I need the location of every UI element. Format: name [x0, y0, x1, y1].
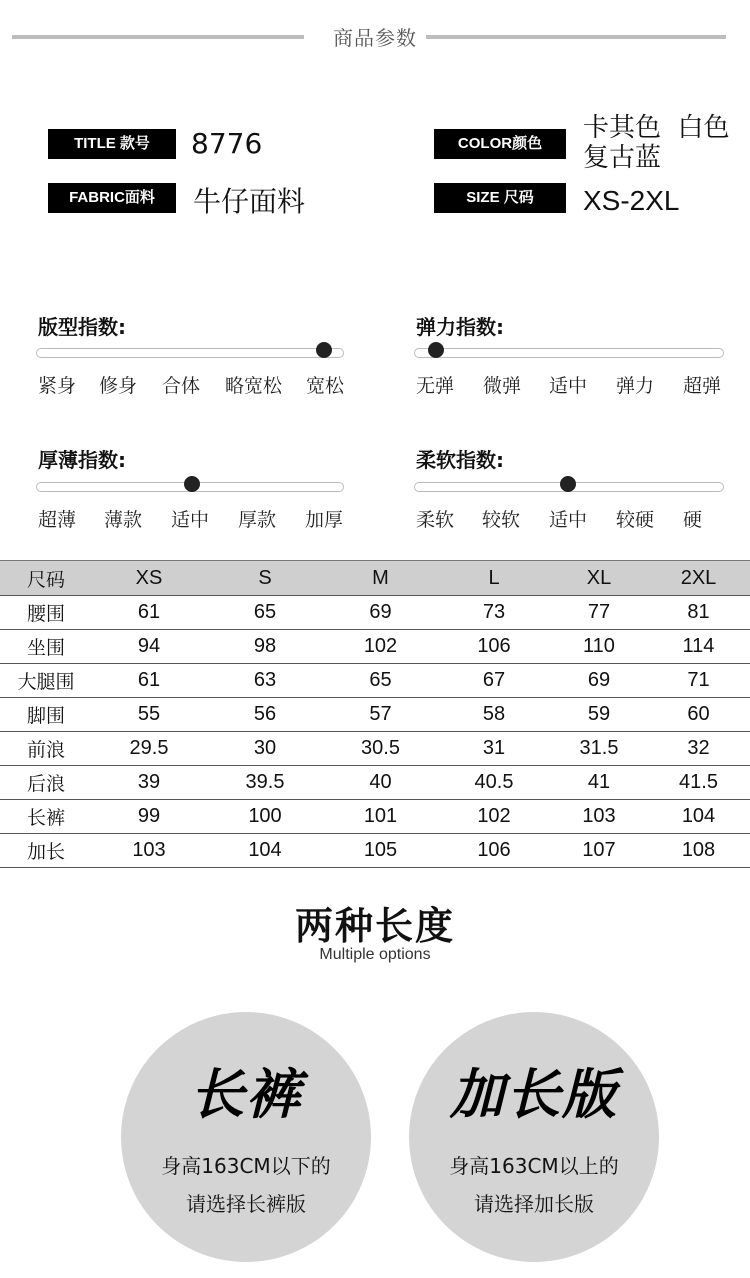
row-label: 坐围	[0, 630, 92, 664]
row-label: 后浪	[0, 766, 92, 800]
header-cell: XL	[551, 561, 647, 596]
table-cell: 69	[551, 664, 647, 698]
softness-label: 适中	[549, 509, 588, 531]
header-cell: 2XL	[647, 561, 750, 596]
table-row	[0, 630, 750, 664]
table-cell: 73	[437, 596, 551, 630]
fit-label: 略宽松	[225, 375, 283, 397]
table-cell: 39	[92, 766, 206, 800]
table-row	[0, 664, 750, 698]
thickness-index-title: 厚薄指数:	[38, 448, 126, 472]
table-cell: 69	[324, 596, 437, 630]
option-circle-regular	[121, 1012, 371, 1262]
table-cell: 98	[206, 630, 324, 664]
thickness-label: 超薄	[38, 509, 77, 531]
lengths-subtitle: Multiple options	[319, 946, 431, 963]
table-cell: 103	[551, 800, 647, 834]
table-cell: 102	[437, 800, 551, 834]
thickness-label: 加厚	[305, 509, 344, 531]
table-cell: 102	[324, 630, 437, 664]
softness-label: 较硬	[616, 509, 655, 531]
table-cell: 77	[551, 596, 647, 630]
thickness-label: 薄款	[104, 509, 143, 531]
table-cell: 71	[647, 664, 750, 698]
table-cell: 106	[437, 834, 551, 868]
fit-index-track	[36, 348, 344, 358]
table-cell: 29.5	[92, 732, 206, 766]
table-row	[0, 834, 750, 868]
table-cell: 56	[206, 698, 324, 732]
table-cell: 39.5	[206, 766, 324, 800]
table-cell: 104	[647, 800, 750, 834]
table-cell: 41	[551, 766, 647, 800]
table-cell: 103	[92, 834, 206, 868]
table-row	[0, 732, 750, 766]
row-label: 加长	[0, 834, 92, 868]
stretch-index-title: 弹力指数:	[416, 315, 504, 339]
table-cell: 40	[324, 766, 437, 800]
header-cell: XS	[92, 561, 206, 596]
softness-index-title: 柔软指数:	[416, 448, 504, 472]
table-cell: 30.5	[324, 732, 437, 766]
size-table-header	[0, 561, 750, 596]
softness-index-knob	[560, 476, 576, 492]
table-cell: 110	[551, 630, 647, 664]
option-line1: 身高163CM以下的	[161, 1154, 331, 1178]
stretch-label: 无弹	[416, 375, 455, 397]
softness-label: 硬	[683, 509, 703, 531]
softness-label: 较软	[482, 509, 521, 531]
stretch-index-knob	[428, 342, 444, 358]
option-line1: 身高163CM以上的	[449, 1154, 619, 1178]
stretch-label: 适中	[549, 375, 588, 397]
color-value-line1: 卡其色 白色	[583, 113, 730, 143]
section-title-params: 商品参数	[333, 26, 417, 50]
option-line2: 请选择长裤版	[186, 1192, 306, 1216]
table-cell: 32	[647, 732, 750, 766]
table-cell: 106	[437, 630, 551, 664]
table-cell: 40.5	[437, 766, 551, 800]
table-cell: 107	[551, 834, 647, 868]
fabric-tag: FABRIC面料	[48, 183, 176, 213]
header-line-right	[426, 35, 726, 39]
table-cell: 104	[206, 834, 324, 868]
table-cell: 59	[551, 698, 647, 732]
table-row	[0, 800, 750, 834]
color-value-line2: 复古蓝	[583, 143, 662, 173]
table-cell: 114	[647, 630, 750, 664]
table-cell: 61	[92, 664, 206, 698]
table-cell: 65	[324, 664, 437, 698]
stretch-index-track	[414, 348, 724, 358]
title-value: 8776	[191, 127, 263, 160]
table-cell: 61	[92, 596, 206, 630]
thickness-label: 适中	[171, 509, 210, 531]
table-cell: 101	[324, 800, 437, 834]
header-cell: M	[324, 561, 437, 596]
header-cell: L	[437, 561, 551, 596]
size-table	[0, 560, 750, 868]
fit-label: 合体	[162, 375, 201, 397]
thickness-label: 厚款	[238, 509, 277, 531]
header-cell: S	[206, 561, 324, 596]
table-row	[0, 596, 750, 630]
fit-index-knob	[316, 342, 332, 358]
table-cell: 31	[437, 732, 551, 766]
fit-label: 紧身	[38, 375, 77, 397]
title-tag: TITLE 款号	[48, 129, 176, 159]
table-cell: 31.5	[551, 732, 647, 766]
table-row	[0, 766, 750, 800]
fit-index-title: 版型指数:	[38, 315, 126, 339]
header-cell: 尺码	[0, 561, 92, 596]
row-label: 大腿围	[0, 664, 92, 698]
row-label: 脚围	[0, 698, 92, 732]
table-cell: 100	[206, 800, 324, 834]
table-cell: 94	[92, 630, 206, 664]
table-cell: 81	[647, 596, 750, 630]
size-value: XS-2XL	[583, 185, 680, 216]
stretch-label: 微弹	[483, 375, 522, 397]
table-cell: 41.5	[647, 766, 750, 800]
row-label: 腰围	[0, 596, 92, 630]
lengths-title: 两种长度	[294, 904, 455, 948]
thickness-index-knob	[184, 476, 200, 492]
option-line2: 请选择加长版	[474, 1192, 594, 1216]
size-tag: SIZE 尺码	[434, 183, 566, 213]
option-title: 长裤	[190, 1063, 302, 1126]
table-cell: 65	[206, 596, 324, 630]
fit-label: 修身	[99, 375, 138, 397]
table-cell: 60	[647, 698, 750, 732]
table-cell: 108	[647, 834, 750, 868]
table-cell: 58	[437, 698, 551, 732]
table-cell: 30	[206, 732, 324, 766]
option-title: 加长版	[450, 1063, 618, 1126]
stretch-label: 超弹	[683, 375, 722, 397]
table-cell: 57	[324, 698, 437, 732]
row-label: 长裤	[0, 800, 92, 834]
softness-label: 柔软	[416, 509, 455, 531]
row-label: 前浪	[0, 732, 92, 766]
table-cell: 99	[92, 800, 206, 834]
color-tag: COLOR颜色	[434, 129, 566, 159]
table-row	[0, 698, 750, 732]
table-cell: 63	[206, 664, 324, 698]
table-cell: 105	[324, 834, 437, 868]
table-cell: 67	[437, 664, 551, 698]
fabric-value: 牛仔面料	[193, 185, 306, 218]
table-cell: 55	[92, 698, 206, 732]
stretch-label: 弹力	[616, 375, 655, 397]
fit-label: 宽松	[306, 375, 345, 397]
option-circle-long	[409, 1012, 659, 1262]
